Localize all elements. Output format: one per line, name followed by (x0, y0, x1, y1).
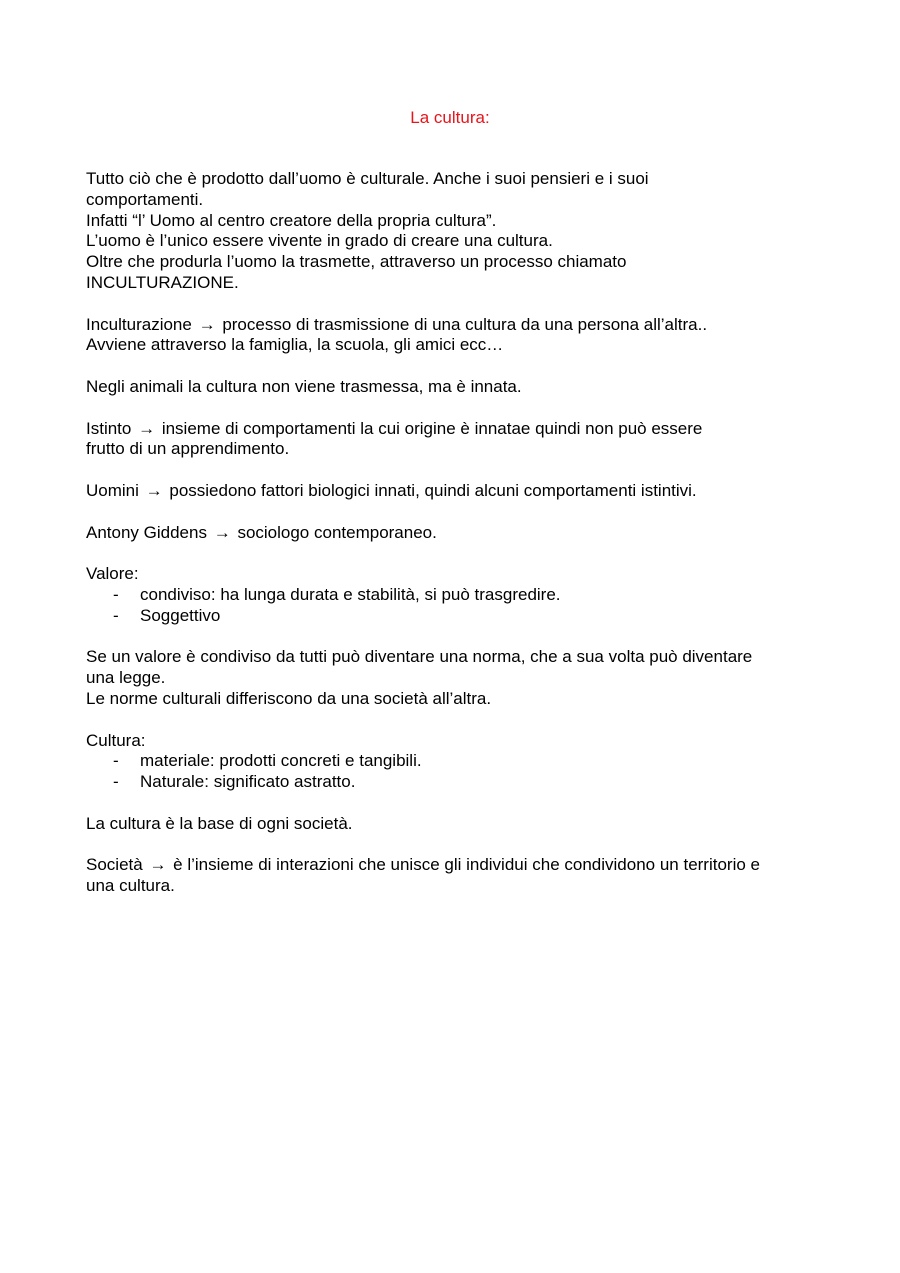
definition: possiedono fattori biologici innati, quindi alcuni comportamenti istintivi. (169, 480, 697, 500)
text-line: Oltre che produrla l’uomo la trasmette, attraverso un processo chiamato (86, 252, 627, 272)
text-line (86, 855, 816, 876)
list-item-text: Naturale: significato astratto. (140, 772, 356, 792)
term: Antony Giddens (86, 522, 207, 542)
text-line: Infatti “l’ Uomo al centro creatore della propria cultura”. (86, 210, 497, 230)
list-item-text: Soggettivo (140, 605, 221, 625)
paragraph-istinto (86, 419, 816, 461)
definition: processo di trasmissione di una cultura da una persona all’altra.. (222, 314, 708, 334)
right-arrow-icon: → (198, 314, 216, 334)
dash-bullet-icon: - (113, 584, 119, 604)
term: Uomini (86, 480, 139, 500)
text-line: Tutto ciò che è prodotto dall’uomo è culturale. Anche i suoi pensieri e i suoi (86, 169, 649, 188)
section-cultura (86, 731, 816, 793)
bullet-list (86, 585, 816, 627)
text-line: Se un valore è condiviso da tutti può diventare una norma, che a sua volta può diventare (86, 647, 753, 667)
text-line: L’uomo è l’unico essere vivente in grado di creare una cultura. (86, 231, 553, 251)
paragraph-animals (86, 377, 816, 398)
paragraph-norma (86, 647, 816, 709)
list-item-text: materiale: prodotti concreti e tangibili. (140, 751, 422, 771)
definition: sociologo contemporaneo. (237, 522, 437, 542)
dash-bullet-icon: - (113, 772, 119, 792)
dash-bullet-icon: - (113, 751, 119, 771)
paragraph-base-societa (86, 814, 816, 835)
text-line (86, 523, 816, 544)
bullet-list (86, 751, 816, 793)
right-arrow-icon: → (149, 855, 167, 875)
text-line: Avviene attraverso la famiglia, la scuola, gli amici ecc… (86, 335, 504, 355)
right-arrow-icon: → (138, 418, 156, 438)
text-line: una legge. (86, 668, 166, 688)
text-line: una cultura. (86, 876, 175, 896)
term: Società (86, 855, 143, 875)
text-line (86, 419, 816, 440)
text-line (86, 481, 816, 502)
document-title: La cultura: (410, 108, 490, 127)
paragraph-giddens (86, 523, 816, 544)
text-line: La cultura è la base di ogni società. (86, 813, 353, 833)
text-line: INCULTURAZIONE. (86, 272, 239, 292)
right-arrow-icon: → (213, 522, 231, 542)
section-heading: Cultura: (86, 730, 146, 750)
text-line: frutto di un apprendimento. (86, 439, 290, 459)
term: Istinto (86, 418, 132, 438)
list-item (86, 751, 816, 772)
section-heading: Valore: (86, 564, 139, 584)
text-line: Negli animali la cultura non viene trasmessa, ma è innata. (86, 376, 522, 396)
paragraph-definition-culture (86, 169, 816, 294)
document-body (86, 169, 816, 918)
paragraph-uomini (86, 481, 816, 502)
list-item-text: condiviso: ha lunga durata e stabilità, si può trasgredire. (140, 584, 561, 604)
definition: è l’insieme di interazioni che unisce gli individui che condividono un territorio e (173, 855, 760, 875)
section-valore (86, 564, 816, 626)
text-line: Le norme culturali differiscono da una società all’altra. (86, 688, 492, 708)
text-line: comportamenti. (86, 189, 204, 209)
definition: insieme di comportamenti la cui origine è innatae quindi non può essere (161, 418, 703, 438)
dash-bullet-icon: - (113, 605, 119, 625)
list-item (86, 772, 816, 793)
paragraph-inculturazione (86, 315, 816, 357)
list-item (86, 606, 816, 627)
list-item (86, 585, 816, 606)
paragraph-societa (86, 855, 816, 897)
right-arrow-icon: → (145, 480, 163, 500)
term: Inculturazione (86, 314, 192, 334)
text-line (86, 315, 816, 336)
